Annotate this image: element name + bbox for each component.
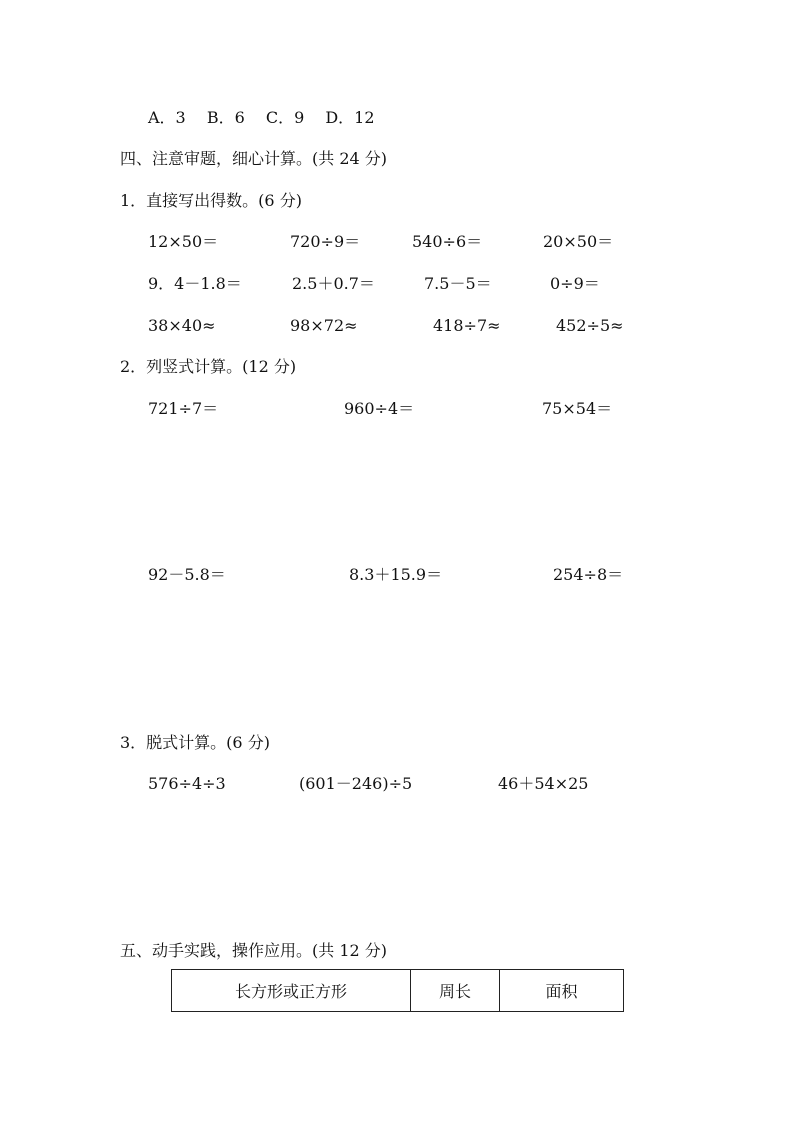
q1-item: 0÷9＝ xyxy=(550,274,600,293)
table-header-perimeter: 周长 xyxy=(411,970,500,1012)
q1-item: 540÷6＝ xyxy=(412,232,483,251)
table-header-row xyxy=(172,970,624,1012)
q2-item: 254÷8＝ xyxy=(553,565,624,584)
q1-item: 9．4－1.8＝ xyxy=(148,274,242,293)
q2-item: 8.3＋15.9＝ xyxy=(349,565,443,584)
q1-item: 20×50＝ xyxy=(543,232,614,251)
q2-item: 960÷4＝ xyxy=(344,399,415,418)
section-4-heading: 四、注意审题，细心计算。(共 24 分) xyxy=(120,149,388,168)
q1-item: 720÷9＝ xyxy=(290,232,361,251)
answer-choices: A．3 B．6 C．9 D．12 xyxy=(148,108,375,127)
q1-item: 418÷7≈ xyxy=(433,316,501,335)
question-1-title: 1．直接写出得数。(6 分) xyxy=(120,191,302,210)
q3-item: 46＋54×25 xyxy=(498,774,589,793)
q2-item: 721÷7＝ xyxy=(148,399,219,418)
shape-table xyxy=(171,969,624,1012)
question-3-title: 3．脱式计算。(6 分) xyxy=(120,733,270,752)
section-5-heading: 五、动手实践，操作应用。(共 12 分) xyxy=(120,941,388,960)
q2-item: 75×54＝ xyxy=(542,399,613,418)
table-header-area: 面积 xyxy=(500,970,624,1012)
q3-item: (601－246)÷5 xyxy=(299,774,413,793)
q1-item: 38×40≈ xyxy=(148,316,216,335)
question-2-title: 2．列竖式计算。(12 分) xyxy=(120,357,297,376)
q1-item: 98×72≈ xyxy=(290,316,358,335)
q1-item: 7.5－5＝ xyxy=(424,274,492,293)
q1-item: 2.5＋0.7＝ xyxy=(292,274,375,293)
q2-item: 92－5.8＝ xyxy=(148,565,226,584)
table-header-shape: 长方形或正方形 xyxy=(172,970,411,1012)
q1-item: 12×50＝ xyxy=(148,232,219,251)
q3-item: 576÷4÷3 xyxy=(148,774,226,793)
q1-item: 452÷5≈ xyxy=(556,316,624,335)
